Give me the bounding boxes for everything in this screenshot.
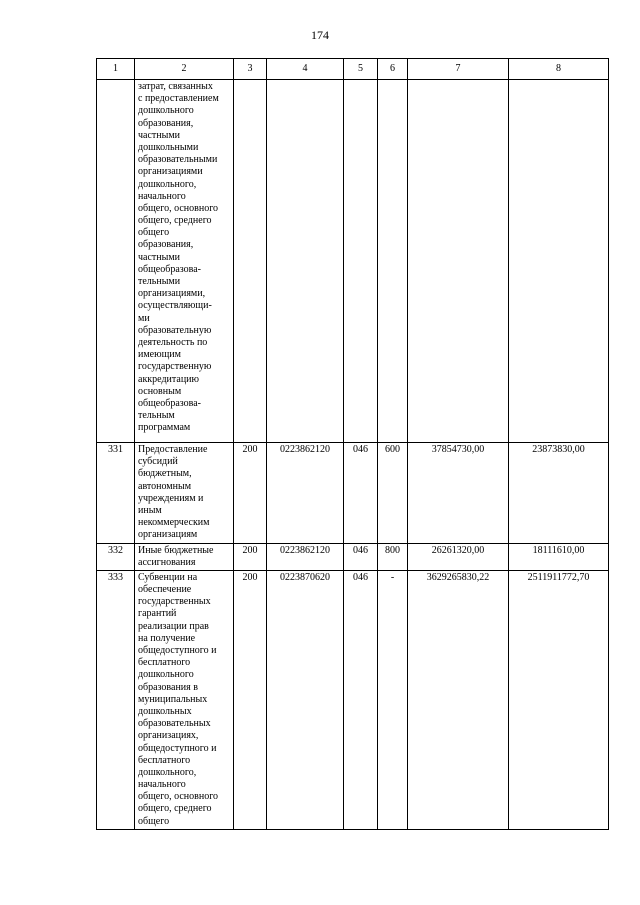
row-col-7: 26261320,00: [408, 543, 509, 570]
column-header-7: 7: [408, 59, 509, 80]
row-col-7: 3629265830,22: [408, 570, 509, 829]
column-header-6: 6: [378, 59, 408, 80]
row-col-3: 200: [234, 543, 267, 570]
row-col-6: 800: [378, 543, 408, 570]
row-col-4: 0223862120: [267, 443, 344, 544]
table-row: [97, 543, 609, 570]
column-header-3: 3: [234, 59, 267, 80]
row-col-4: [267, 80, 344, 443]
row-col-8: 2511911772,70: [509, 570, 609, 829]
table-row: [97, 570, 609, 829]
row-col-7: [408, 80, 509, 443]
row-description: затрат, связанных с предоставлением дошкольного образования, частными дошкольными образовательными организациями дошкольного, начального общего, основного общего, среднего общего образования, частными общеобразова- тельными организациями, осуществляющи- ми образовательную деятельность по имеющим государственную аккредитацию основным общеобразова- тельным программам: [135, 80, 234, 443]
row-col-4: 0223870620: [267, 570, 344, 829]
budget-table: [96, 58, 609, 830]
column-header-2: 2: [135, 59, 234, 80]
row-col-3: 200: [234, 570, 267, 829]
row-description: Предоставление субсидий бюджетным, автономным учреждениям и иным некоммерческим организациям: [135, 443, 234, 544]
row-col-5: 046: [344, 443, 378, 544]
column-header-1: 1: [97, 59, 135, 80]
row-description: Субвенции на обеспечение государственных гарантий реализации прав на получение общедоступного и бесплатного дошкольного образования в муниципальных дошкольных образовательных организациях, общедоступного и бесплатного дошкольного, начального общего, основного общего, среднего общего: [135, 570, 234, 829]
column-header-4: 4: [267, 59, 344, 80]
row-col-4: 0223862120: [267, 543, 344, 570]
row-col-5: 046: [344, 570, 378, 829]
header-row: [97, 59, 609, 80]
page-number: 174: [311, 28, 329, 42]
row-col-3: 200: [234, 443, 267, 544]
row-col-8: [509, 80, 609, 443]
row-col-6: 600: [378, 443, 408, 544]
row-col-6: [378, 80, 408, 443]
row-number: 332: [97, 543, 135, 570]
table-row: [97, 80, 609, 443]
row-number: 331: [97, 443, 135, 544]
column-header-5: 5: [344, 59, 378, 80]
row-number: [97, 80, 135, 443]
column-header-8: 8: [509, 59, 609, 80]
row-col-3: [234, 80, 267, 443]
row-number: 333: [97, 570, 135, 829]
row-description: Иные бюджетные ассигнования: [135, 543, 234, 570]
row-col-7: 37854730,00: [408, 443, 509, 544]
row-col-5: [344, 80, 378, 443]
row-col-8: 23873830,00: [509, 443, 609, 544]
row-col-5: 046: [344, 543, 378, 570]
table-row: [97, 443, 609, 544]
row-col-8: 18111610,00: [509, 543, 609, 570]
row-col-6: -: [378, 570, 408, 829]
